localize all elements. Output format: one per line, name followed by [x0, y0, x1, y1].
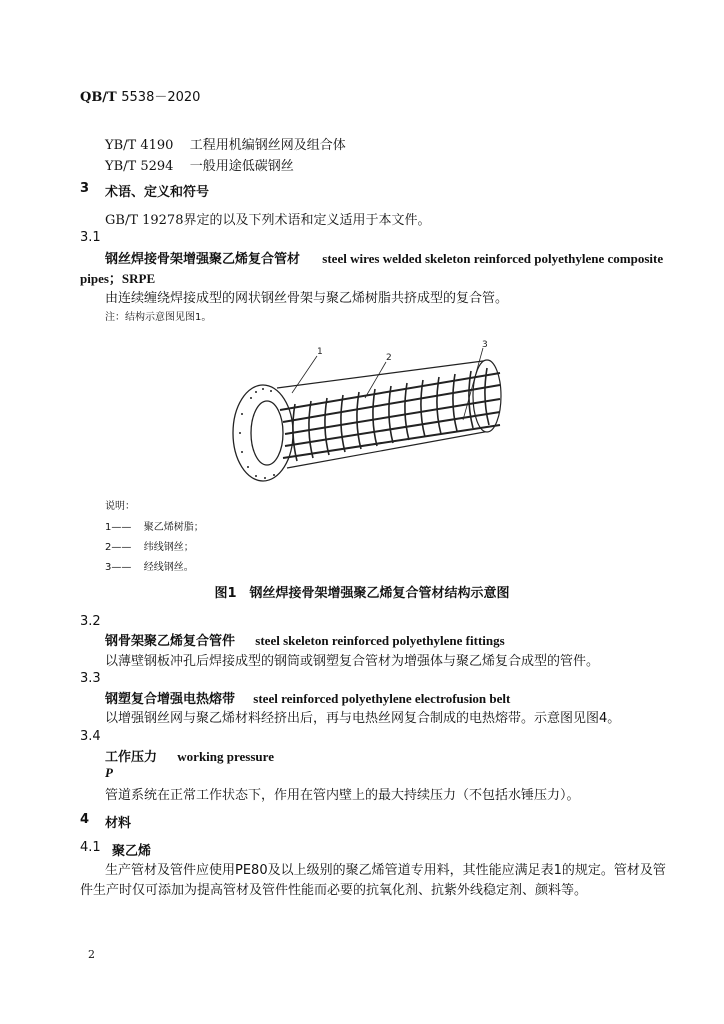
legend-title: 说明： — [105, 501, 135, 512]
term-symbol: P — [105, 765, 113, 780]
term-definition: 管道系统在正常工作状态下，作用在管内壁上的最大持续压力（不包括水锤压力）。 — [105, 788, 580, 803]
term-cn: 钢塑复合增强电热熔带 — [105, 692, 236, 707]
section-number: 3 — [80, 181, 90, 196]
term-definition: 以增强钢丝网与聚乙烯材料经挤出后，再与电热丝网复合制成的电热熔带。示意图见图4。 — [105, 711, 621, 726]
reference-code: YB/T 5294 — [105, 159, 174, 174]
term-en: steel skeleton reinforced polyethylene fittings — [255, 633, 505, 648]
term-line — [105, 746, 274, 765]
clause-title: 聚乙烯 — [112, 844, 152, 859]
term-cn: 工作压力 — [105, 750, 158, 765]
section-number: 4 — [80, 812, 90, 827]
pipe-structure-figure — [225, 338, 515, 493]
legend-number: 1—— — [105, 522, 132, 533]
term-line — [105, 688, 510, 707]
reference-item — [105, 134, 346, 153]
term-en: steel wires welded skeleton reinforced polyethylene composite — [322, 251, 664, 266]
note: 注：结构示意图见图1。 — [105, 312, 212, 323]
clause-number: 3.3 — [80, 671, 101, 686]
clause-number: 3.4 — [80, 729, 101, 744]
warp-wires — [280, 373, 500, 458]
legend-number: 2—— — [105, 542, 132, 553]
section-intro: GB/T 19278界定的以及下列术语和定义适用于本文件。 — [105, 213, 431, 228]
legend-item — [105, 538, 194, 553]
clause-number: 3.1 — [80, 230, 101, 245]
paragraph-line: 生产管材及管件应使用PE80及以上级别的聚乙烯管道专用料，其性能应满足表1的规定。管材及管 — [105, 863, 666, 878]
page-number: 2 — [88, 948, 95, 961]
legend-number: 3—— — [105, 562, 132, 573]
standard-number: 5538－2020 — [121, 90, 201, 105]
term-en: working pressure — [177, 749, 274, 764]
callout-label: 3 — [482, 340, 488, 350]
clause-number: 3.2 — [80, 614, 101, 629]
section-title: 术语、定义和符号 — [105, 185, 210, 200]
section-title: 材料 — [105, 816, 132, 831]
pipe-bore — [251, 401, 283, 465]
term-cn: 钢丝焊接骨架增强聚乙烯复合管材 — [105, 252, 301, 267]
legend-item — [105, 558, 194, 573]
figure-caption: 图1 钢丝焊接骨架增强聚乙烯复合管材结构示意图 — [214, 586, 510, 601]
term-en-continued: pipes；SRPE — [80, 271, 156, 286]
standard-header — [80, 86, 200, 105]
reference-item — [105, 155, 294, 174]
term-definition: 由连续缠绕焊接成型的网状钢丝骨架与聚乙烯树脂共挤成型的复合管。 — [105, 291, 509, 306]
clause-number: 4.1 — [80, 840, 101, 855]
term-line — [105, 630, 505, 649]
term-cn: 钢骨架聚乙烯复合管件 — [105, 634, 236, 649]
reference-title: 工程用机编钢丝网及组合体 — [189, 138, 346, 153]
reference-code: YB/T 4190 — [105, 138, 174, 153]
reference-title: 一般用途低碳钢丝 — [189, 159, 294, 174]
legend-text: 纬线钢丝； — [143, 542, 194, 553]
term-en: steel reinforced polyethylene electrofusion belt — [253, 691, 511, 706]
paragraph-line: 件生产时仅可添加为提高管材及管件性能而必要的抗氧化剂、抗紫外线稳定剂、颜料等。 — [80, 883, 588, 898]
standard-code: QB/T — [80, 90, 117, 105]
callout-label: 2 — [386, 353, 392, 363]
legend-text: 经线钢丝。 — [143, 562, 194, 573]
term-line — [105, 248, 663, 267]
legend-item — [105, 518, 204, 533]
term-definition: 以薄壁钢板冲孔后焊接成型的钢筒或钢塑复合管材为增强体与聚乙烯复合成型的管件。 — [105, 654, 600, 669]
callout-label: 1 — [317, 347, 323, 357]
legend-text: 聚乙烯树脂； — [143, 522, 204, 533]
